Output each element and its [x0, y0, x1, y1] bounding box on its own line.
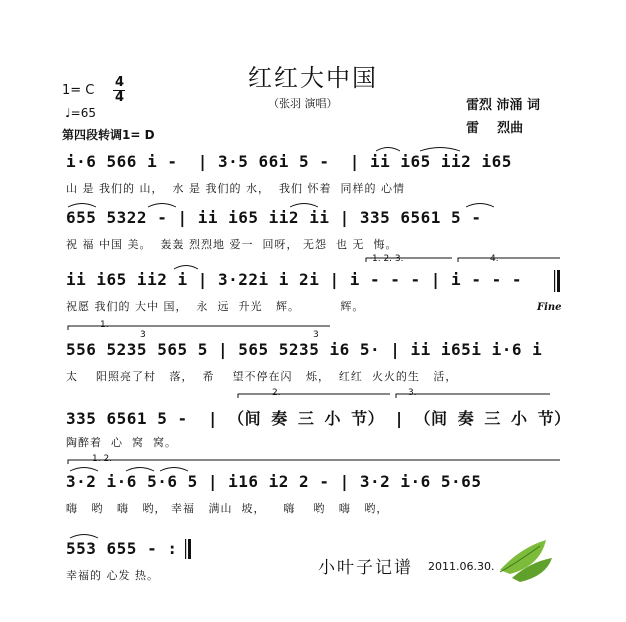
key-signature: 1= C	[62, 83, 95, 98]
volta-bracket-2	[238, 394, 390, 398]
repeat-barline-thick	[188, 539, 191, 559]
notation-line-2: 655 5322 - | ii i65 ii2 ii | 335 6561 5 -	[66, 208, 482, 227]
triplet-mark-1: 3	[140, 330, 146, 340]
tempo-marking: ♩=65	[65, 106, 96, 120]
notation-line-4: 556 5235 565 5 | 565 5235 i6 5· | ii i65i i·6 i	[66, 340, 543, 359]
time-signature-bottom: 4	[115, 90, 125, 105]
tie-1	[376, 148, 400, 152]
tie-6	[466, 204, 494, 208]
volta-123-label: 1. 2. 3.	[372, 254, 404, 264]
lyric-line-5: 陶醉着 心 窝 窝。	[66, 436, 177, 449]
notation-line-1: i·6 566 i - | 3·5 66i 5 - | ii i65 ii2 i65	[66, 152, 512, 171]
tie-9	[126, 468, 154, 472]
tie-4	[148, 204, 176, 208]
notation-line-5: 335 6561 5 - | （间 奏 三 小 节） | （间 奏 三 小 节）	[66, 409, 571, 428]
leaf-icon	[500, 540, 552, 582]
lyric-line-2: 祝 福 中国 美。 轰轰 烈烈地 爱一 回呀， 无怨 也 无 悔。	[66, 238, 398, 251]
tie-5	[290, 204, 318, 208]
end-barline-thick	[557, 270, 560, 292]
song-subtitle: （张羽 演唱）	[268, 97, 338, 110]
lyric-line-4: 太 阳照亮了村 落， 希 望不停在闪 烁， 红红 火火的生 活，	[66, 370, 458, 383]
tie-11	[70, 535, 98, 539]
song-title: 红红大中国	[248, 64, 378, 92]
volta-bracket-4	[458, 258, 560, 262]
lyric-line-3: 祝愿 我们的 大中 国， 永 远 升光 辉。 辉。	[66, 300, 365, 313]
lyric-line-6: 嗨 哟 嗨 哟， 幸福 满山 坡， 嗨 哟 嗨 哟，	[66, 502, 389, 515]
tie-10	[160, 468, 188, 472]
transcriber-signature: 小叶子记谱	[318, 558, 413, 578]
volta-3-label: 3.	[408, 388, 417, 398]
transcription-date: 2011.06.30.	[428, 560, 495, 573]
modulation-note: 第四段转调1= D	[62, 128, 155, 142]
end-barline-thin	[554, 270, 555, 292]
volta-bracket-123	[366, 258, 452, 262]
lyric-line-7: 幸福的 心发 热。	[66, 569, 159, 582]
notation-line-3: ii i65 ii2 i | 3·22i i 2i | i - - - | i - - -	[66, 270, 522, 289]
tie-2	[420, 148, 460, 152]
volta-12-label: 1. 2.	[92, 454, 113, 464]
lyric-line-1: 山 是 我们的 山， 水 是 我们的 水， 我们 怀着 同样的 心情	[66, 182, 405, 195]
volta-4-label: 4.	[490, 254, 499, 264]
tie-8	[70, 468, 98, 472]
notation-line-6: 3·2 i·6 5·6 5 | i16 i2 2 - | 3·2 i·6 5·65	[66, 472, 482, 491]
volta-bracket-1	[68, 326, 330, 330]
composer-credit: 雷 烈曲	[466, 121, 524, 136]
tie-3	[68, 204, 96, 208]
notation-line-7: 553 655 - :	[66, 539, 178, 558]
lyricist-credit: 雷烈 沛涌 词	[466, 98, 541, 113]
fine-mark: Fine	[537, 302, 562, 313]
volta-1a-label: 1.	[100, 320, 109, 330]
time-signature-top: 4	[115, 75, 125, 90]
volta-bracket-3	[396, 394, 550, 398]
volta-2-label: 2.	[272, 388, 281, 398]
triplet-mark-2: 3	[313, 330, 319, 340]
volta-bracket-12	[68, 460, 560, 464]
repeat-barline-thin	[185, 539, 186, 559]
tie-7	[174, 266, 198, 270]
